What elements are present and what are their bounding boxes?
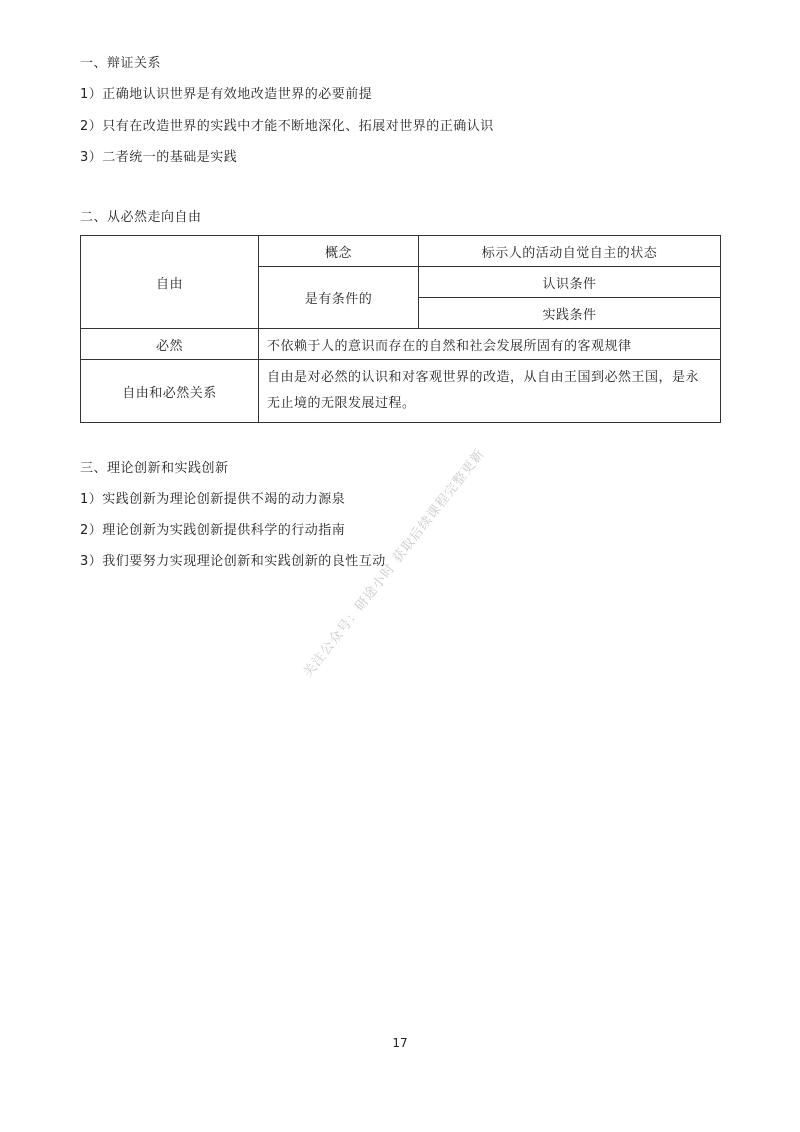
conditional-label-cell: 是有条件的: [259, 267, 419, 329]
section-3-item-2: 2）理论创新为实践创新提供科学的行动指南: [80, 523, 346, 538]
section-3-title: 三、理论创新和实践创新: [80, 461, 229, 476]
concept-value-cell: 标示人的活动自觉自主的状态: [419, 236, 721, 267]
section-3-item-1: 1）实践创新为理论创新提供不竭的动力源泉: [80, 492, 346, 507]
practice-condition-cell: 实践条件: [419, 298, 721, 329]
section-1-item-2: 2）只有在改造世界的实践中才能不断地深化、拓展对世界的正确认识: [80, 119, 494, 134]
necessity-label-cell: 必然: [81, 329, 259, 360]
section-2-title: 二、从必然走向自由: [80, 210, 202, 225]
section-3-item-3: 3）我们要努力实现理论创新和实践创新的良性互动: [80, 554, 386, 569]
freedom-label-cell: 自由: [81, 236, 259, 329]
cognitive-condition-cell: 认识条件: [419, 267, 721, 298]
section-1-title: 一、辩证关系: [80, 56, 162, 71]
relation-value-cell: 自由是对必然的认识和对客观世界的改造，从自由王国到必然王国，是永无止境的无限发展过程。: [259, 360, 721, 423]
concept-label-cell: 概念: [259, 236, 419, 267]
necessity-value-cell: 不依赖于人的意识而存在的自然和社会发展所固有的客观规律: [259, 329, 721, 360]
freedom-necessity-table: [80, 235, 721, 423]
relation-label-cell: 自由和必然关系: [81, 360, 259, 423]
page-number: 17: [392, 1036, 408, 1050]
section-1-item-3: 3）二者统一的基础是实践: [80, 150, 238, 165]
watermark: 关注公众号：研途小时 获取后续课程完整更新: [300, 446, 489, 681]
section-1-item-1: 1）正确地认识世界是有效地改造世界的必要前提: [80, 87, 373, 102]
